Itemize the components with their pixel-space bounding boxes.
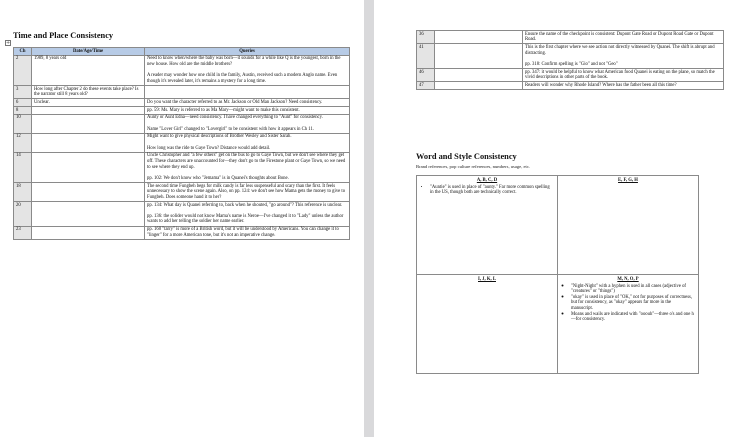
cell-chapter: 10 (14, 114, 32, 133)
cell-chapter: 18 (14, 182, 32, 201)
query-paragraph: Uncle Christopher and "a few others" get on the bus to go to Gaye Town, but we don't see where they get off. These characters are unaccounted for—they don't go to the Firestone plant or Gaye Town, so we need to see where they end up. (147, 153, 346, 170)
section-subtitle: Brand references, pop culture references, numbers, usage, etc. (416, 164, 531, 169)
table-row (417, 31, 724, 44)
grid-cell-efgh (558, 176, 699, 275)
query-paragraph: Ensure the name of the checkpoint is consistent: Dupont Gate Road or Dupont Road Gate or Dupont Road. (525, 31, 714, 43)
section-title-word-style: Word and Style Consistency (416, 152, 517, 161)
cell-queries (145, 226, 350, 239)
grid-header-abcd: A, B, C, D (476, 178, 498, 183)
list-item: ◦ "okay" is used in place of "OK," not for purposes of correctness, but for consistency, as "okay" appears far more in the manuscript. (571, 295, 694, 312)
left-page (0, 0, 364, 437)
cell-chapter: 12 (14, 133, 32, 152)
grid-list-abcd (430, 185, 553, 196)
table-row (14, 114, 350, 133)
table-row (14, 152, 350, 182)
table-row (14, 226, 350, 239)
cell-chapter: 2 (14, 55, 32, 85)
word-style-grid (416, 175, 699, 374)
query-paragraph: Do you want the character referred to as Mr. Jackson or Old Man Jackson? Need consistency. (147, 99, 323, 105)
cell-queries (523, 31, 724, 44)
list-item: ◦ Moans and wails are indicated with "ooouh"—three o's and one h—for consistency. (571, 312, 694, 323)
table-row (14, 133, 350, 152)
query-paragraph: pp. 136: the solider would not know Mama's name is Neroe—I've changed it to "Lady" unless the author wants to add her telling the soldier her name earlier. (147, 213, 344, 225)
cell-date-age-time: How long after Chapter 2 do these events take place? Is the narrator still 8 years old? (32, 85, 145, 98)
cell-date-age-time (32, 107, 145, 115)
cell-date-age-time (32, 182, 145, 201)
grid-list-mnop (571, 284, 694, 323)
table-row (14, 55, 350, 85)
cell-date-age-time (435, 44, 523, 69)
table-row (14, 107, 350, 115)
query-paragraph: Might want to give physical descriptions of Brother Wesley and Sister Sarah. (147, 134, 292, 140)
cell-queries (523, 82, 724, 90)
query-paragraph: pp. 102: We don't know who "Jemama" is in Quanei's thoughts about Bone. (147, 175, 289, 181)
list-item: ◦ "Night-Night" with a hyphen is used in all cases (adjective of "creatures" or "things") (571, 284, 694, 295)
table-row (417, 82, 724, 90)
grid-cell-abcd (417, 176, 558, 275)
query-paragraph: Need to know when/where the baby was born—it sounds for a while like Q is the youngest, born in the new house. How old are the middle brothers? (147, 56, 341, 67)
cell-queries (145, 114, 350, 133)
cell-queries (145, 107, 350, 115)
query-paragraph: pp. 59: Ms. Mary is referred to as Ma Mary—might want to make this consistent. (147, 107, 300, 113)
grid-header-ijkl: I, J, K, L (478, 277, 496, 282)
table-row (417, 68, 724, 81)
cell-chapter: 20 (14, 201, 32, 226)
cell-date-age-time (435, 82, 523, 90)
cell-chapter: 47 (417, 82, 435, 90)
table-header-row (14, 48, 350, 56)
query-paragraph: How long was the ride to Gaye Town? Distance would add detail. (147, 145, 271, 151)
grid-header-efgh: E, F, G, H (618, 178, 638, 183)
cell-chapter: 14 (14, 152, 32, 182)
query-paragraph: Aunty or Aunt Edna—need consistency. I have changed everything to "Aunt" for consistency. (147, 115, 323, 121)
cell-chapter: 3 (14, 85, 32, 98)
page-gutter (364, 0, 374, 437)
query-paragraph: The second time Fungbeh begs for milk candy is far less suspenseful and scary than the first. It feels unnecessary to show the scene again. Also, on pp. 124: we don't see how Mama gets the money to give to Fungbeh. Does someone hand it to her? (147, 183, 346, 200)
query-paragraph: This is the first chapter where we see action not directly witnessed by Quanei. The shift is abrupt and distracting. (525, 44, 715, 56)
cell-chapter: 46 (417, 68, 435, 81)
table-row (14, 182, 350, 201)
time-place-table-continued (416, 30, 724, 90)
cell-queries (145, 152, 350, 182)
cell-queries (145, 182, 350, 201)
query-paragraph: pp. 160 "tarry" is more of a British word, but it will be understood by Americans. You can change it to "linger" for a more American tone, but it's not an imperative change. (147, 227, 339, 238)
cell-queries (145, 85, 350, 98)
cell-queries (145, 55, 350, 85)
grid-header-mnop: M, N, O, P (617, 277, 639, 282)
cell-chapter: 36 (417, 31, 435, 44)
cell-date-age-time (435, 68, 523, 81)
list-item: • "Auntie" is used in place of "aunty." Far more common spelling in the US, though both are technically correct. (430, 185, 553, 196)
cell-chapter: 6 (14, 99, 32, 107)
cell-date-age-time (32, 114, 145, 133)
query-paragraph: pp. 347: it would be helpful to know what American food Quanei is eating on the plane, so match the vivid descriptions in other parts of the book. (525, 69, 715, 81)
cell-date-age-time (435, 31, 523, 44)
cell-queries (523, 68, 724, 81)
cell-queries (145, 99, 350, 107)
header-date: Date/Age/Time (32, 48, 145, 56)
table-row (14, 85, 350, 98)
cell-chapter: 23 (14, 226, 32, 239)
cell-queries (523, 44, 724, 69)
cell-date-age-time: 1989, 8 years old (32, 55, 145, 85)
query-paragraph: Readers will wonder why Rhode Island? Where has the father been all this time? (525, 82, 677, 88)
query-paragraph: Name "Lover Girl" changed to "Lovergirl" to be consistent with how it appears in Ch 11. (147, 126, 314, 132)
cell-date-age-time (32, 152, 145, 182)
table-row (417, 44, 724, 69)
section-title-time-place: Time and Place Consistency (13, 31, 114, 40)
cell-date-age-time (32, 226, 145, 239)
header-ch: Ch (14, 48, 32, 56)
table-move-handle-icon[interactable]: + (6, 40, 11, 46)
table-row (14, 99, 350, 107)
cell-chapter: 41 (417, 44, 435, 69)
table-row (14, 201, 350, 226)
right-page (374, 0, 740, 437)
cell-chapter: 8 (14, 107, 32, 115)
query-paragraph: A reader may wonder how one child in the family, Austin, received such a modern Anglo name. Even though it's revealed later, it's remains a mystery for a long time. (147, 73, 338, 84)
grid-cell-mnop (558, 275, 699, 374)
cell-queries (145, 133, 350, 152)
grid-cell-ijkl (417, 275, 558, 374)
query-paragraph: pp. 134: What day is Quanei referring to, back when he shouted, "go around"? This reference is unclear. (147, 202, 343, 208)
cell-queries (145, 201, 350, 226)
query-paragraph: pp. 318: Confirm spelling is "Gio" and not "Geo" (525, 61, 618, 67)
cell-date-age-time (32, 133, 145, 152)
cell-date-age-time: Unclear. (32, 99, 145, 107)
time-place-table (13, 47, 350, 240)
header-queries: Queries (145, 48, 350, 56)
cell-date-age-time (32, 201, 145, 226)
